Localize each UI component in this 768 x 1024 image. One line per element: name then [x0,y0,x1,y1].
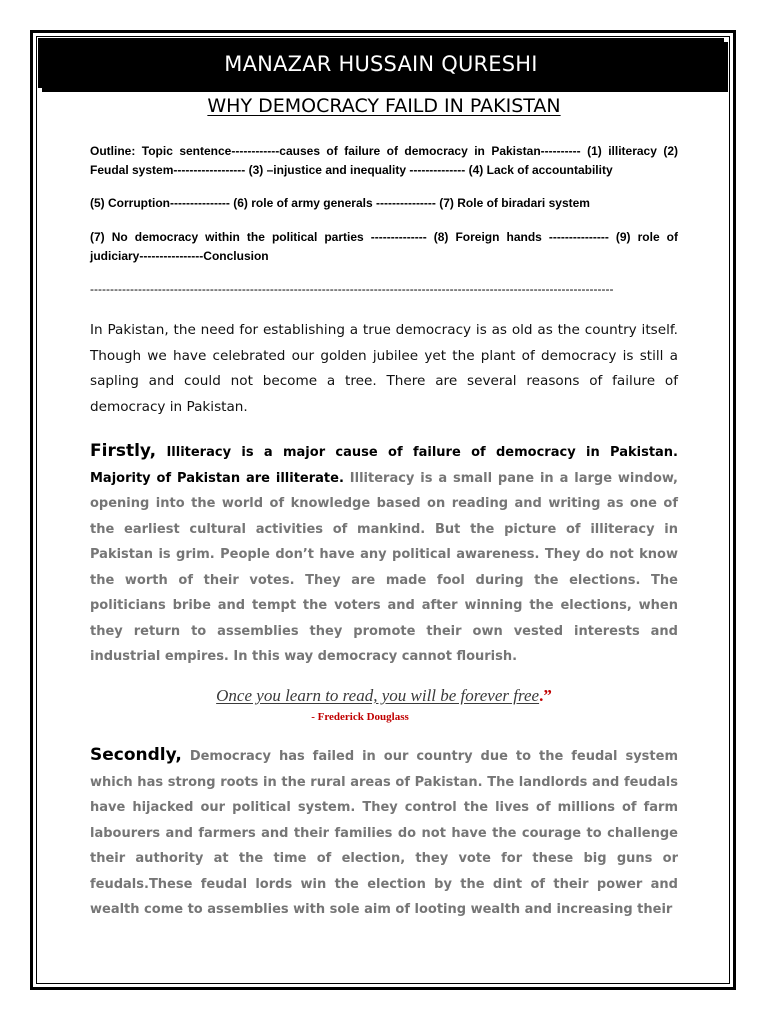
firstly-body: Illiteracy is a small pane in a large window, opening into the world of knowledge based on reading and writing as one of the earliest cultural activities of mankind. But the picture of illiteracy in Pakistan is grim. People don’t have any political awareness. They do not know the worth of their votes. They are made fool during the elections. The politicians bribe and tempt the voters and after winning the elections, when they return to assemblies they promote their own vested interests and industrial empires. In this way democracy cannot flourish. [90,470,678,664]
secondly-lead: Secondly, [90,745,182,765]
secondly-body: Democracy has failed in our country due to the feudal system which has strong roots in the rural areas of Pakistan. The landlords and feudals have hijacked our political system. They control the lives of millions of farm labourers and farmers and their families do not have the courage to challenge their authority at the time of election, they vote for these big guns or feudals.These feudal lords win the election by the dint of their power and wealth come to assemblies with sole aim of looting wealth and increasing their [90,749,678,917]
quote [90,686,678,706]
firstly-lead: Firstly, [90,441,157,461]
quote-mark: .” [539,686,552,705]
secondly-paragraph [90,743,678,923]
author-header: MANAZAR HUSSAIN QURESHI [38,38,724,88]
outline-line-2: (5) Corruption--------------- (6) role of army generals --------------- (7) Role of biradari system [90,196,590,210]
firstly-bold-sentence: Illiteracy is a major cause of failure of democracy in Pakistan. Majority of Pakistan are illiterate. [90,445,678,486]
outline-line-3: (7) No democracy within the political parties -------------- (8) Foreign hands --------------- (9) role of judiciary----------------Conclusion [90,230,678,263]
section-separator: ----------------------------------------------------------------------------------------------------------------------------------- [90,282,614,296]
firstly-paragraph [90,439,678,670]
essay-title-text: WHY DEMOCRACY FAILD IN PAKISTAN [207,95,561,117]
quote-text: Once you learn to read, you will be forever free [216,686,540,705]
outline-line-1: Outline: Topic sentence------------causes of failure of democracy in Pakistan---------- (1) illiteracy (2) Feudal system------------------ (3) –injustice and inequality -------------- (4) Lack of accountability [90,144,678,177]
quote-author: - Frederick Douglass [311,711,409,723]
essay-title [90,95,678,117]
intro-paragraph: In Pakistan, the need for establishing a true democracy is as old as the country itself. Though we have celebrated our golden jubilee yet the plant of democracy is still a sapling and could not become a tree. There are several reasons of failure of democracy in Pakistan. [90,322,678,415]
